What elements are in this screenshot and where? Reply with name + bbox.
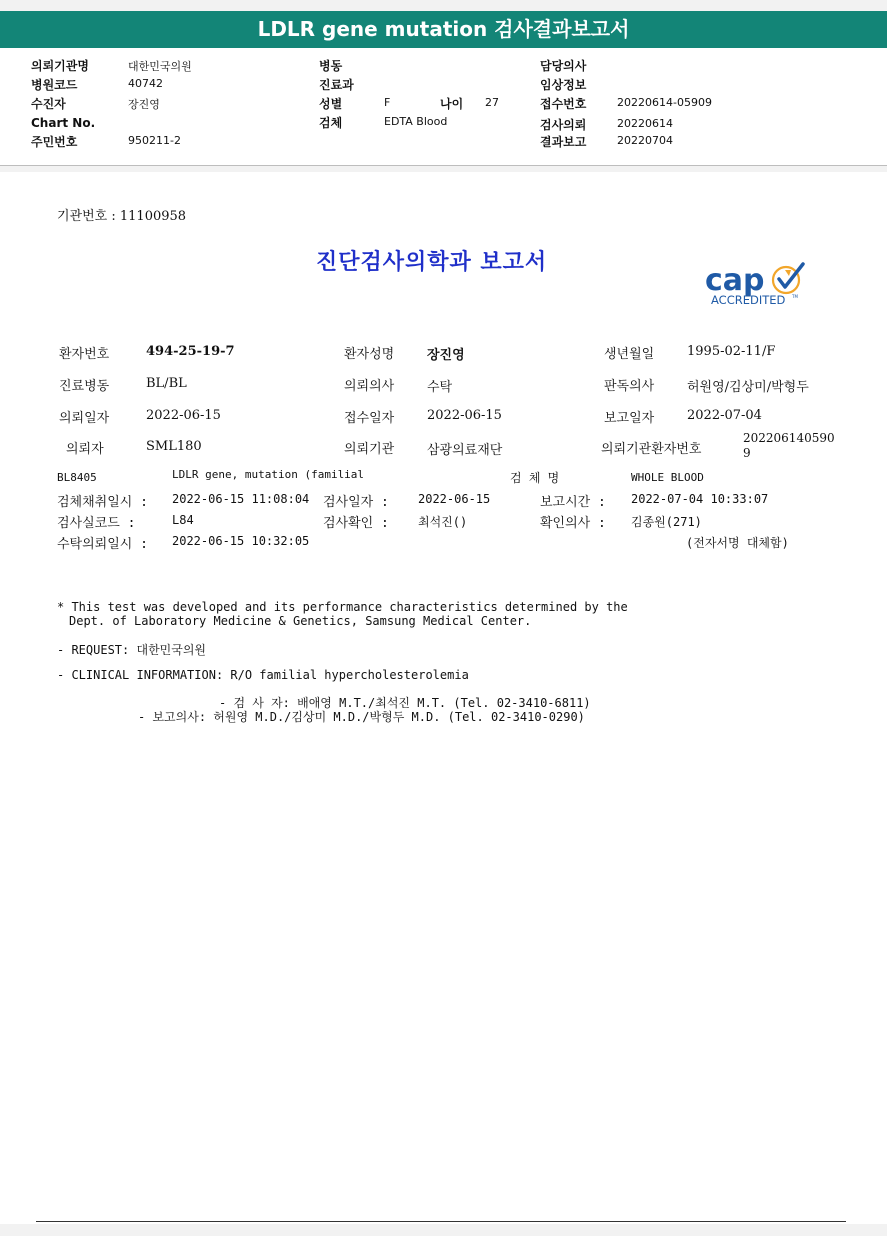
- ward-label-2: 진료병동: [59, 379, 110, 394]
- cap-logo-sub: ACCREDITED: [711, 293, 786, 307]
- note-line-1a: * This test was developed and its performance characteristics determined by the: [57, 600, 628, 614]
- note-request: - REQUEST: 대한민국의원: [57, 643, 207, 657]
- request-date-label-2: 의뢰일자: [59, 411, 110, 426]
- request-date-value-2: 2022-06-15: [146, 408, 221, 423]
- age-label: 나이: [440, 97, 464, 111]
- hospital-code-label: 병원코드: [31, 78, 78, 92]
- svg-text:TM: TM: [792, 294, 798, 299]
- ward-value-2: BL/BL: [146, 376, 187, 391]
- specimen-value: EDTA Blood: [384, 115, 448, 128]
- resident-no-label: 주민번호: [31, 135, 78, 149]
- receipt-no-label: 접수번호: [540, 97, 587, 111]
- test-code: BL8405: [57, 471, 97, 484]
- org-patient-no-value: 202206140590: [743, 431, 835, 445]
- specimen-label: 검체: [319, 116, 343, 130]
- doctor-label: 담당의사: [540, 59, 587, 73]
- receipt-date-value: 2022-06-15: [427, 408, 502, 423]
- patient-name-value: 장진영: [427, 348, 465, 363]
- cap-accredited-logo: [703, 254, 815, 314]
- hospital-code-value: 40742: [128, 77, 163, 90]
- sex-value: F: [384, 96, 391, 109]
- note-examiner: - 검 사 자: 배애영 M.T./최석진 M.T. (Tel. 02-3410-6811): [219, 696, 591, 710]
- requesting-org-label: 의뢰기관: [344, 442, 395, 457]
- test-confirm-label: 검사확인 :: [323, 516, 389, 531]
- report-title-bar: [0, 11, 887, 48]
- note-line-1b: Dept. of Laboratory Medicine & Genetics, Samsung Medical Center.: [69, 614, 532, 628]
- header-info-panel: [0, 48, 887, 166]
- ordering-doctor-value: 수탁: [427, 380, 453, 395]
- age-value: 27: [485, 96, 499, 109]
- result-date-value: 20220704: [617, 134, 673, 147]
- lab-code-label: 검사실코드 :: [57, 516, 136, 531]
- confirm-doctor-value: 김종원(271): [631, 515, 702, 529]
- dept-label: 진료과: [319, 78, 354, 92]
- birth-value: 1995-02-11/F: [687, 344, 776, 359]
- confirm-doctor-label: 확인의사 :: [540, 516, 606, 531]
- institution-label: 의뢰기관명: [31, 59, 89, 73]
- ward-label: 병동: [319, 59, 343, 73]
- clinical-info-label: 임상정보: [540, 78, 587, 92]
- requester-value: SML180: [146, 439, 202, 454]
- chart-no-label: Chart No.: [31, 116, 96, 130]
- institution-value: 대한민국의원: [128, 60, 192, 73]
- reading-doctor-label: 판독의사: [604, 379, 655, 394]
- patient-name-label: 환자성명: [344, 347, 395, 362]
- trust-request-value: 2022-06-15 10:32:05: [172, 534, 310, 548]
- institution-number: 기관번호 : 11100958: [57, 209, 187, 224]
- test-name: LDLR gene, mutation (familial: [172, 468, 365, 481]
- report-page: [0, 172, 887, 1224]
- report-heading: 진단검사의학과 보고서: [316, 250, 548, 275]
- sex-label: 성별: [319, 97, 343, 111]
- report-time-label: 보고시간 :: [540, 495, 606, 510]
- bottom-divider: [36, 1221, 846, 1222]
- report-time-value: 2022-07-04 10:33:07: [631, 492, 769, 506]
- e-signature-note: (전자서명 대체함): [686, 536, 789, 550]
- resident-no-value: 950211-2: [128, 134, 181, 147]
- report-date-value: 2022-07-04: [687, 408, 762, 423]
- org-patient-no-label: 의뢰기관환자번호: [601, 442, 702, 457]
- test-confirm-value: 최석진(): [418, 515, 468, 529]
- report-date-label: 보고일자: [604, 411, 655, 426]
- receipt-no-value: 20220614-05909: [617, 96, 712, 109]
- ordering-doctor-label: 의뢰의사: [344, 379, 395, 394]
- specimen-name-label: 검 체 명: [510, 471, 560, 485]
- patient-no-label: 환자번호: [59, 347, 110, 362]
- birth-label: 생년월일: [604, 347, 655, 362]
- result-date-label: 결과보고: [540, 135, 587, 149]
- note-reporting-doctor: - 보고의사: 허원영 M.D./김상미 M.D./박형두 M.D. (Tel. 02-3410-0290): [138, 710, 585, 724]
- specimen-name-value: WHOLE BLOOD: [631, 471, 704, 484]
- reading-doctor-value: 허원영/김상미/박형두: [687, 380, 809, 395]
- collect-time-value: 2022-06-15 11:08:04: [172, 492, 310, 506]
- org-patient-no-value-cont: 9: [743, 446, 751, 460]
- request-date-label: 검사의뢰: [540, 118, 587, 132]
- trust-request-label: 수탁의뢰일시 :: [57, 537, 149, 552]
- patient-no-value: 494-25-19-7: [146, 344, 235, 359]
- lab-code-value: L84: [172, 513, 194, 527]
- requester-label: 의뢰자: [66, 442, 104, 457]
- request-date-value: 20220614: [617, 117, 673, 130]
- test-date-value: 2022-06-15: [418, 492, 491, 506]
- cap-logo-word: cap: [705, 263, 765, 298]
- receipt-date-label: 접수일자: [344, 411, 395, 426]
- recipient-value: 장진영: [128, 98, 160, 111]
- recipient-label: 수진자: [31, 97, 66, 111]
- note-clinical: - CLINICAL INFORMATION: R/O familial hypercholesterolemia: [57, 668, 469, 682]
- collect-time-label: 검체채취일시 :: [57, 495, 149, 510]
- requesting-org-value: 삼광의료재단: [427, 443, 503, 458]
- test-date-label: 검사일자 :: [323, 495, 389, 510]
- report-title: LDLR gene mutation 검사결과보고서: [257, 17, 630, 41]
